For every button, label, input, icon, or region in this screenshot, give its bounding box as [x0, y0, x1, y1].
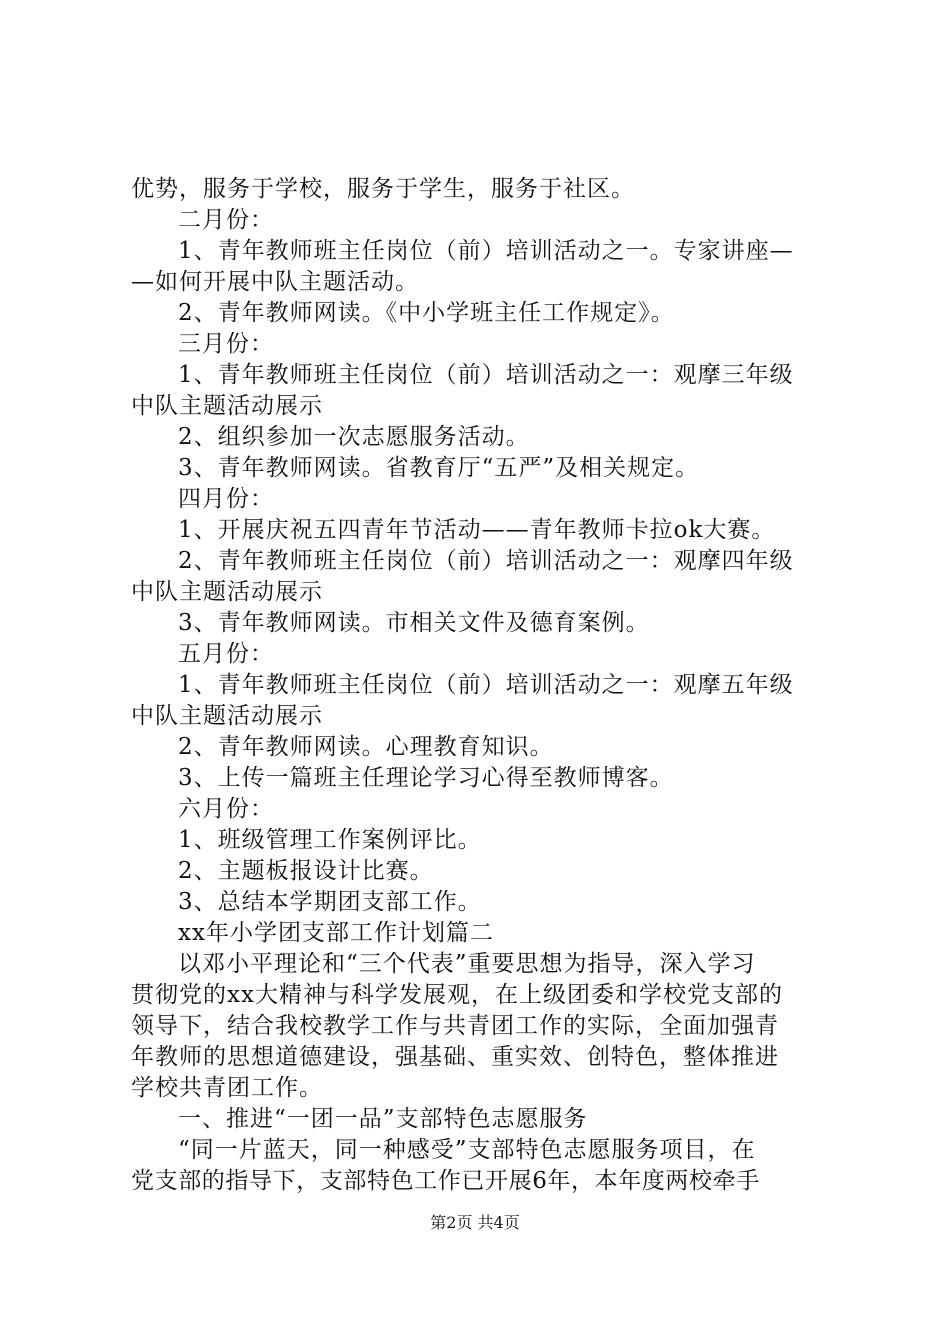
text-line: 2、主题板报设计比赛。	[178, 858, 434, 884]
text-line: —如何开展中队主题活动。	[131, 269, 419, 295]
text-line: 优势，服务于学校，服务于学生，服务于社区。	[131, 176, 635, 202]
text-line: 学校共青团工作。	[131, 1075, 323, 1101]
text-line: 3、青年教师网读。省教育厅“五严”及相关规定。	[178, 455, 700, 481]
text-line: 年教师的思想道德建设，强基础、重实效、创特色，整体推进	[131, 1044, 779, 1070]
text-line: 四月份：	[178, 486, 274, 512]
page-number-label: 第2页 共4页	[430, 1213, 520, 1232]
text-line: xx年小学团支部工作计划篇二	[178, 920, 494, 946]
text-line: 1、青年教师班主任岗位（前）培训活动之一：观摩五年级	[178, 672, 794, 698]
page-footer	[0, 1213, 950, 1233]
text-line: 1、开展庆祝五四青年节活动——青年教师卡拉ok大赛。	[178, 517, 776, 543]
text-line: 中队主题活动展示	[131, 579, 323, 605]
text-line: 中队主题活动展示	[131, 703, 323, 729]
text-line: 贯彻党的xx大精神与科学发展观，在上级团委和学校党支部的	[131, 982, 783, 1008]
text-line: 五月份：	[178, 641, 274, 667]
text-line: 以邓小平理论和“三个代表”重要思想为指导，深入学习	[178, 951, 756, 977]
text-line: 一、推进“一团一品”支部特色志愿服务	[178, 1106, 588, 1132]
text-line: 三月份：	[178, 331, 274, 357]
text-line: 领导下，结合我校教学工作与共青团工作的实际，全面加强青	[131, 1013, 779, 1039]
text-line: 中队主题活动展示	[131, 393, 323, 419]
text-line: 3、上传一篇班主任理论学习心得至教师博客。	[178, 765, 674, 791]
text-line: 3、青年教师网读。市相关文件及德育案例。	[178, 610, 650, 636]
text-line: 1、班级管理工作案例评比。	[178, 827, 482, 853]
text-line: 1、青年教师班主任岗位（前）培训活动之一：观摩三年级	[178, 362, 794, 388]
text-line: 1、青年教师班主任岗位（前）培训活动之一。专家讲座—	[178, 238, 794, 264]
document-body	[131, 174, 831, 1197]
text-line: “同一片蓝天，同一种感受”支部特色志愿服务项目，在	[178, 1137, 756, 1163]
text-line: 党支部的指导下，支部特色工作已开展6年，本年度两校牵手	[131, 1168, 760, 1194]
text-line: 3、总结本学期团支部工作。	[178, 889, 482, 915]
text-line: 二月份：	[178, 207, 274, 233]
text-line: 2、组织参加一次志愿服务活动。	[178, 424, 530, 450]
text-line: 2、青年教师网读。心理教育知识。	[178, 734, 554, 760]
text-line: 2、青年教师网读。《中小学班主任工作规定》。	[178, 300, 675, 326]
text-line: 六月份：	[178, 796, 274, 822]
text-line: 2、青年教师班主任岗位（前）培训活动之一：观摩四年级	[178, 548, 794, 574]
